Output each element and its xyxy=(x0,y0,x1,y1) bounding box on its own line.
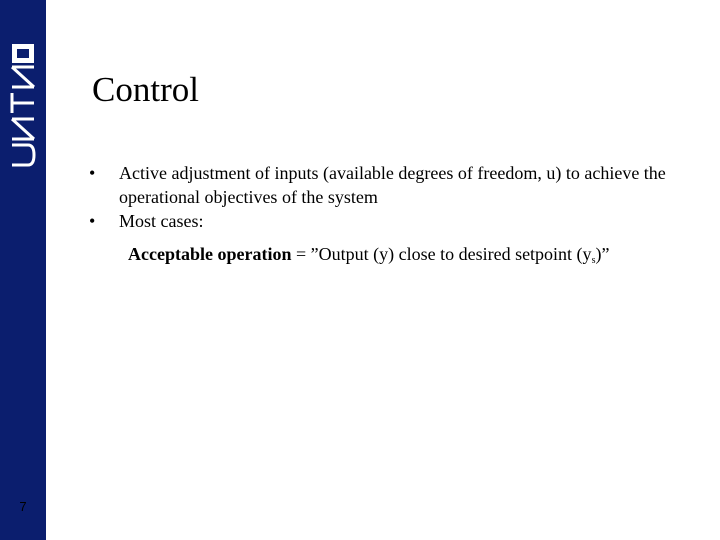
definition-line xyxy=(128,242,609,273)
page-number: 7 xyxy=(19,499,27,514)
definition-term: Acceptable operation xyxy=(128,244,292,264)
bullet-text: Most cases: xyxy=(119,211,204,231)
slide-title: Control xyxy=(92,70,199,109)
bullet-text: Active adjustment of inputs (available degrees of freedom, u) to achieve the operational objectives of the system xyxy=(119,163,666,207)
definition-closing: )” xyxy=(595,244,610,264)
ntnu-logo xyxy=(8,65,38,175)
sidebar xyxy=(0,0,46,540)
bullet-item xyxy=(89,161,699,209)
ntnu-logo-icon xyxy=(12,44,34,63)
bullet-marker: • xyxy=(89,211,96,231)
bullet-item xyxy=(89,209,699,233)
definition-subscript: s xyxy=(591,255,596,266)
bullet-list xyxy=(89,161,699,233)
definition-text: = ”Output (y) close to desired setpoint (y xyxy=(291,244,592,264)
bullet-marker: • xyxy=(89,163,96,183)
